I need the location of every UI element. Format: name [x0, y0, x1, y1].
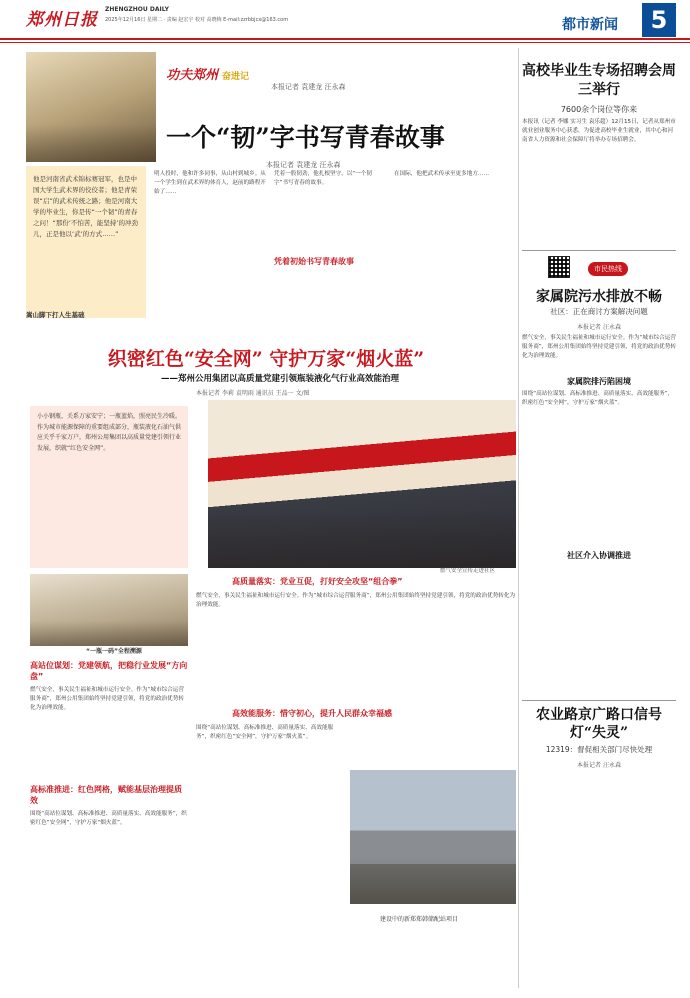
- feature-col-2: 凭着一股韧劲，他扎根坚守，以“一个韧字”书写青春的故事。: [274, 171, 372, 186]
- section-2-body: 围绕“高站位谋划、高标准推进、高质量落实、高效能服务”，织密红色“安全网”，守护万家“烟火蓝”。: [30, 811, 187, 826]
- section-1-head: 高站位谋划：党建领航，把稳行业发展“方向盘”: [30, 661, 188, 681]
- news2-section-head-1: 家属院排污陷困境: [567, 377, 631, 386]
- newspaper-logo: 郑州日报: [26, 10, 98, 30]
- news1-subhead: 7600余个岗位等你来: [560, 105, 638, 114]
- main-lede: 小小钢瓶，关系万家安宁；一瓶蓝焰，照亮民生冷暖。作为城市能源保障的重要组成部分，瓶装液化石油气供应关乎千家万户，郑州公用集团以高质量党建引领行业发展，织就“红色安全网”。: [30, 406, 188, 568]
- feature-headline: 一个“韧”字书写青春故事: [166, 123, 445, 152]
- qr-code-icon: [548, 256, 570, 278]
- newspaper-english-name: ZHENGZHOU DAILY: [105, 6, 169, 13]
- bottom-photo-caption: 建设中的新郑郑韩储配站项目: [380, 916, 459, 923]
- section-title: 都市新闻: [562, 17, 618, 33]
- masthead: [0, 0, 690, 40]
- news2-author: 本报记者 汪永森: [577, 324, 621, 331]
- inset-photo: [30, 574, 188, 646]
- section-4-head: 高效能服务：惜守初心，提升人民群众幸福感: [232, 709, 392, 718]
- issue-meta: 2025年12月16日 星期二 · 责编 赵宏宇 校对 高晓梅 E-mail:zzrbbjcx@163.com: [105, 17, 289, 23]
- feature-col-3: 在国际，他把武术传承至更多地方……: [394, 171, 490, 177]
- main-subhead: ——郑州公用集团以高质量党建引领瓶装液化气行业高效能治理: [160, 374, 399, 384]
- news2-body-2: 围绕“高站位谋划、高标准推进、高质量落实、高效能服务”，织密红色“安全网”，守护万家“烟火蓝”。: [522, 391, 674, 406]
- news3-subhead: 12319：督促相关部门尽快处理: [545, 745, 653, 754]
- feature-banner: [166, 64, 336, 82]
- main-byline: 本报记者 李莉 袁明雨 通讯员 王品一 文/图: [196, 390, 310, 397]
- section-3-body: 燃气安全，事关民生福祉和城市运行安全。作为“城市综合运营服务商”，郑州公用集团始终坚持党建引领，将党的政治优势转化为治理效能。: [196, 593, 516, 608]
- feature-story: [26, 48, 516, 336]
- news3-author: 本报记者 汪永森: [577, 762, 621, 769]
- feature-banner-sub: 奋进记: [222, 72, 250, 82]
- masthead-rule: [0, 42, 690, 43]
- feature-col-2-subhead: 凭着初始书写青春故事: [274, 257, 354, 266]
- feature-banner-title: 功夫郑州: [166, 68, 219, 83]
- feature-byline: 本报记者 袁建龙 汪永森: [266, 161, 341, 169]
- column-divider: [518, 48, 519, 988]
- feature-banner-author: 本报记者 袁建龙 汪永森: [271, 83, 346, 91]
- main-photo-caption: 燃气安全宣传走进社区: [440, 568, 496, 574]
- section-2-head: 高标准推进：红色网格，赋能基层治理提质效: [30, 785, 182, 805]
- news2-subhead: 社区：正在商讨方案解决问题: [550, 307, 648, 316]
- main-headline: 织密红色“安全网” 守护万家“烟火蓝”: [107, 348, 425, 370]
- news2-section-head-2: 社区介入协调推进: [567, 551, 631, 560]
- inset-photo-caption: “一瓶一码”全程溯源: [86, 648, 142, 655]
- feature-photo-caption: 嵩山脚下打人生基础: [26, 311, 85, 319]
- bottom-photo: [350, 770, 516, 904]
- news2-headline: 家属院污水排放不畅: [536, 289, 662, 305]
- rule: [522, 250, 676, 251]
- news3-headline: 农业路京广路口信号灯“失灵”: [536, 707, 662, 741]
- section-1-body: 燃气安全，事关民生福祉和城市运行安全。作为“城市综合运营服务商”，郑州公用集团始终坚持党建引领，将党的政治优势转化为治理效能。: [30, 687, 184, 711]
- news2-body-1: 燃气安全，事关民生福祉和城市运行安全。作为“城市综合运营服务商”，郑州公用集团始终坚持党建引领，将党的政治优势转化为治理效能。: [522, 335, 676, 359]
- main-photo: [208, 400, 516, 568]
- feature-photo: [26, 52, 156, 162]
- hotline-tag: 市民热线: [588, 262, 628, 276]
- editor-note: 他是河南省武术锦标赛冠军，也是中国大学生武术界的佼佼者；他是青荣误“启”的武术传统之路；他是河南大学的毕业生，你是传“一个韧”的青春之问！“那份‘不怕苦，能坚持’的冲劲儿，正是他以‘武’的方式……”: [26, 166, 146, 318]
- page-number: 5: [642, 3, 676, 37]
- rule: [522, 700, 676, 701]
- news1-headline: 高校毕业生专场招聘会周三举行: [522, 63, 676, 98]
- news1-body: 本报讯（记者 李娜 实习生 袁乐超）12月15日，记者从郑州市就业创业服务中心获悉，为促进高校毕业生就业，其中心和河南省人力资源和社会保障厅将举办专场招聘会。: [522, 119, 676, 143]
- feature-col-1: 明人投时，他和许多同事，从山村到城乡。从一个学生到在武术界的体育人，赵前的路程开始了……: [154, 171, 266, 195]
- section-3-head: 高质量落实：党业互促，打好安全攻坚“组合拳”: [232, 577, 403, 586]
- section-4-body: 围绕“高站位谋划、高标准推进、高质量落实、高效能服务”，织密红色“安全网”，守护万家“烟火蓝”。: [196, 725, 334, 740]
